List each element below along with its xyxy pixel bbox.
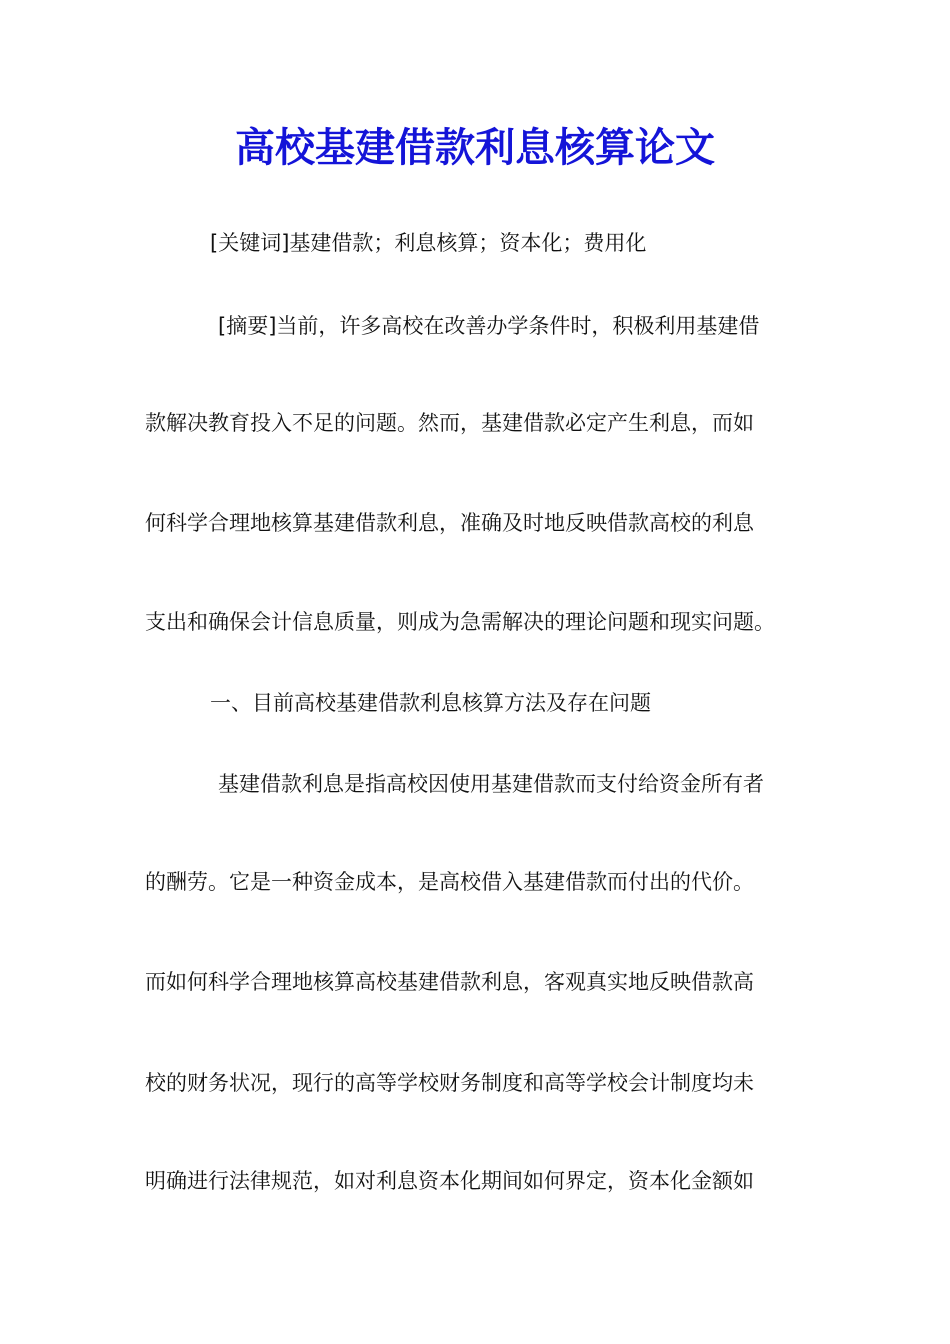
abstract-line-1: [摘要]当前，许多高校在改善办学条件时，积极利用基建借 (218, 314, 760, 338)
body-line-5: 明确进行法律规范，如对利息资本化期间如何界定，资本化金额如 (145, 1169, 754, 1193)
abstract-line-4: 支出和确保会计信息质量，则成为急需解决的理论问题和现实问题。 (145, 610, 775, 634)
abstract-line-2: 款解决教育投入不足的问题。然而，基建借款必定产生利息，而如 (145, 411, 754, 435)
abstract-line-3: 何科学合理地核算基建借款利息，准确及时地反映借款高校的利息 (145, 511, 754, 535)
section-heading-1: 一、目前高校基建借款利息核算方法及存在问题 (210, 691, 651, 715)
body-line-3: 而如何科学合理地核算高校基建借款利息，客观真实地反映借款高 (145, 970, 754, 994)
body-line-4: 校的财务状况，现行的高等学校财务制度和高等学校会计制度均未 (145, 1071, 754, 1095)
keywords-line: [关键词]基建借款；利息核算；资本化；费用化 (210, 231, 647, 255)
document-title: 高校基建借款利息核算论文 (235, 124, 715, 171)
body-line-1: 基建借款利息是指高校因使用基建借款而支付给资金所有者 (218, 772, 764, 796)
body-line-2: 的酬劳。它是一种资金成本，是高校借入基建借款而付出的代价。 (145, 870, 754, 894)
